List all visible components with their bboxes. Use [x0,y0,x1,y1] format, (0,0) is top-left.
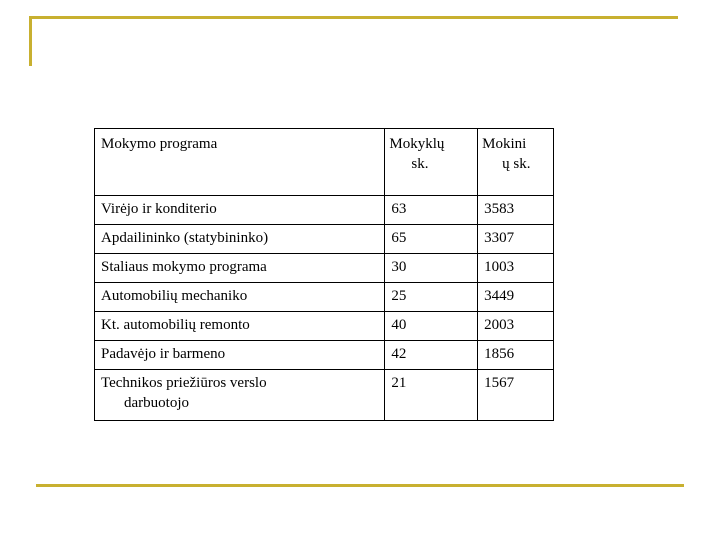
header-students-line2: ų sk. [502,156,531,172]
decorative-bottom-line [36,484,684,487]
header-schools-line1: Mokyklų [389,136,445,152]
table-row [95,196,554,225]
header-program: Mokymo programa [95,129,385,196]
students-count: 1856 [484,346,515,362]
header-schools [385,129,478,196]
program-name: Automobilių mechaniko [101,288,248,304]
schools-count: 25 [391,288,407,304]
students-count: 2003 [484,317,515,333]
schools-count: 30 [391,259,407,275]
program-name-line2: darbuotojo [124,395,189,411]
students-count: 3307 [484,230,515,246]
schools-count: 21 [391,375,407,391]
decorative-top-line [29,16,678,19]
table-row [95,341,554,370]
program-name: Padavėjo ir barmeno [101,346,226,362]
table-header-row [95,129,554,196]
header-students-line1: Mokini [482,136,527,152]
program-name: Kt. automobilių remonto [101,317,250,333]
students-count: 3449 [484,288,515,304]
table-row [95,225,554,254]
programs-table [94,128,554,421]
table-row [95,254,554,283]
program-name [95,370,384,413]
schools-count: 65 [391,230,407,246]
program-name: Staliaus mokymo programa [101,259,267,275]
students-count: 1003 [484,259,515,275]
decorative-left-line [29,16,32,66]
table-row [95,283,554,312]
schools-count: 42 [391,346,407,362]
students-count: 1567 [484,375,515,391]
header-schools-line2: sk. [411,156,429,172]
table-row [95,370,554,421]
schools-count: 63 [391,201,407,217]
students-count: 3583 [484,201,515,217]
program-name: Apdailininko (statybininko) [101,230,269,246]
program-name: Virėjo ir konditerio [101,201,217,217]
header-students [478,129,554,196]
table-row [95,312,554,341]
program-name-line1: Technikos priežiūros verslo [101,375,267,391]
schools-count: 40 [391,317,407,333]
